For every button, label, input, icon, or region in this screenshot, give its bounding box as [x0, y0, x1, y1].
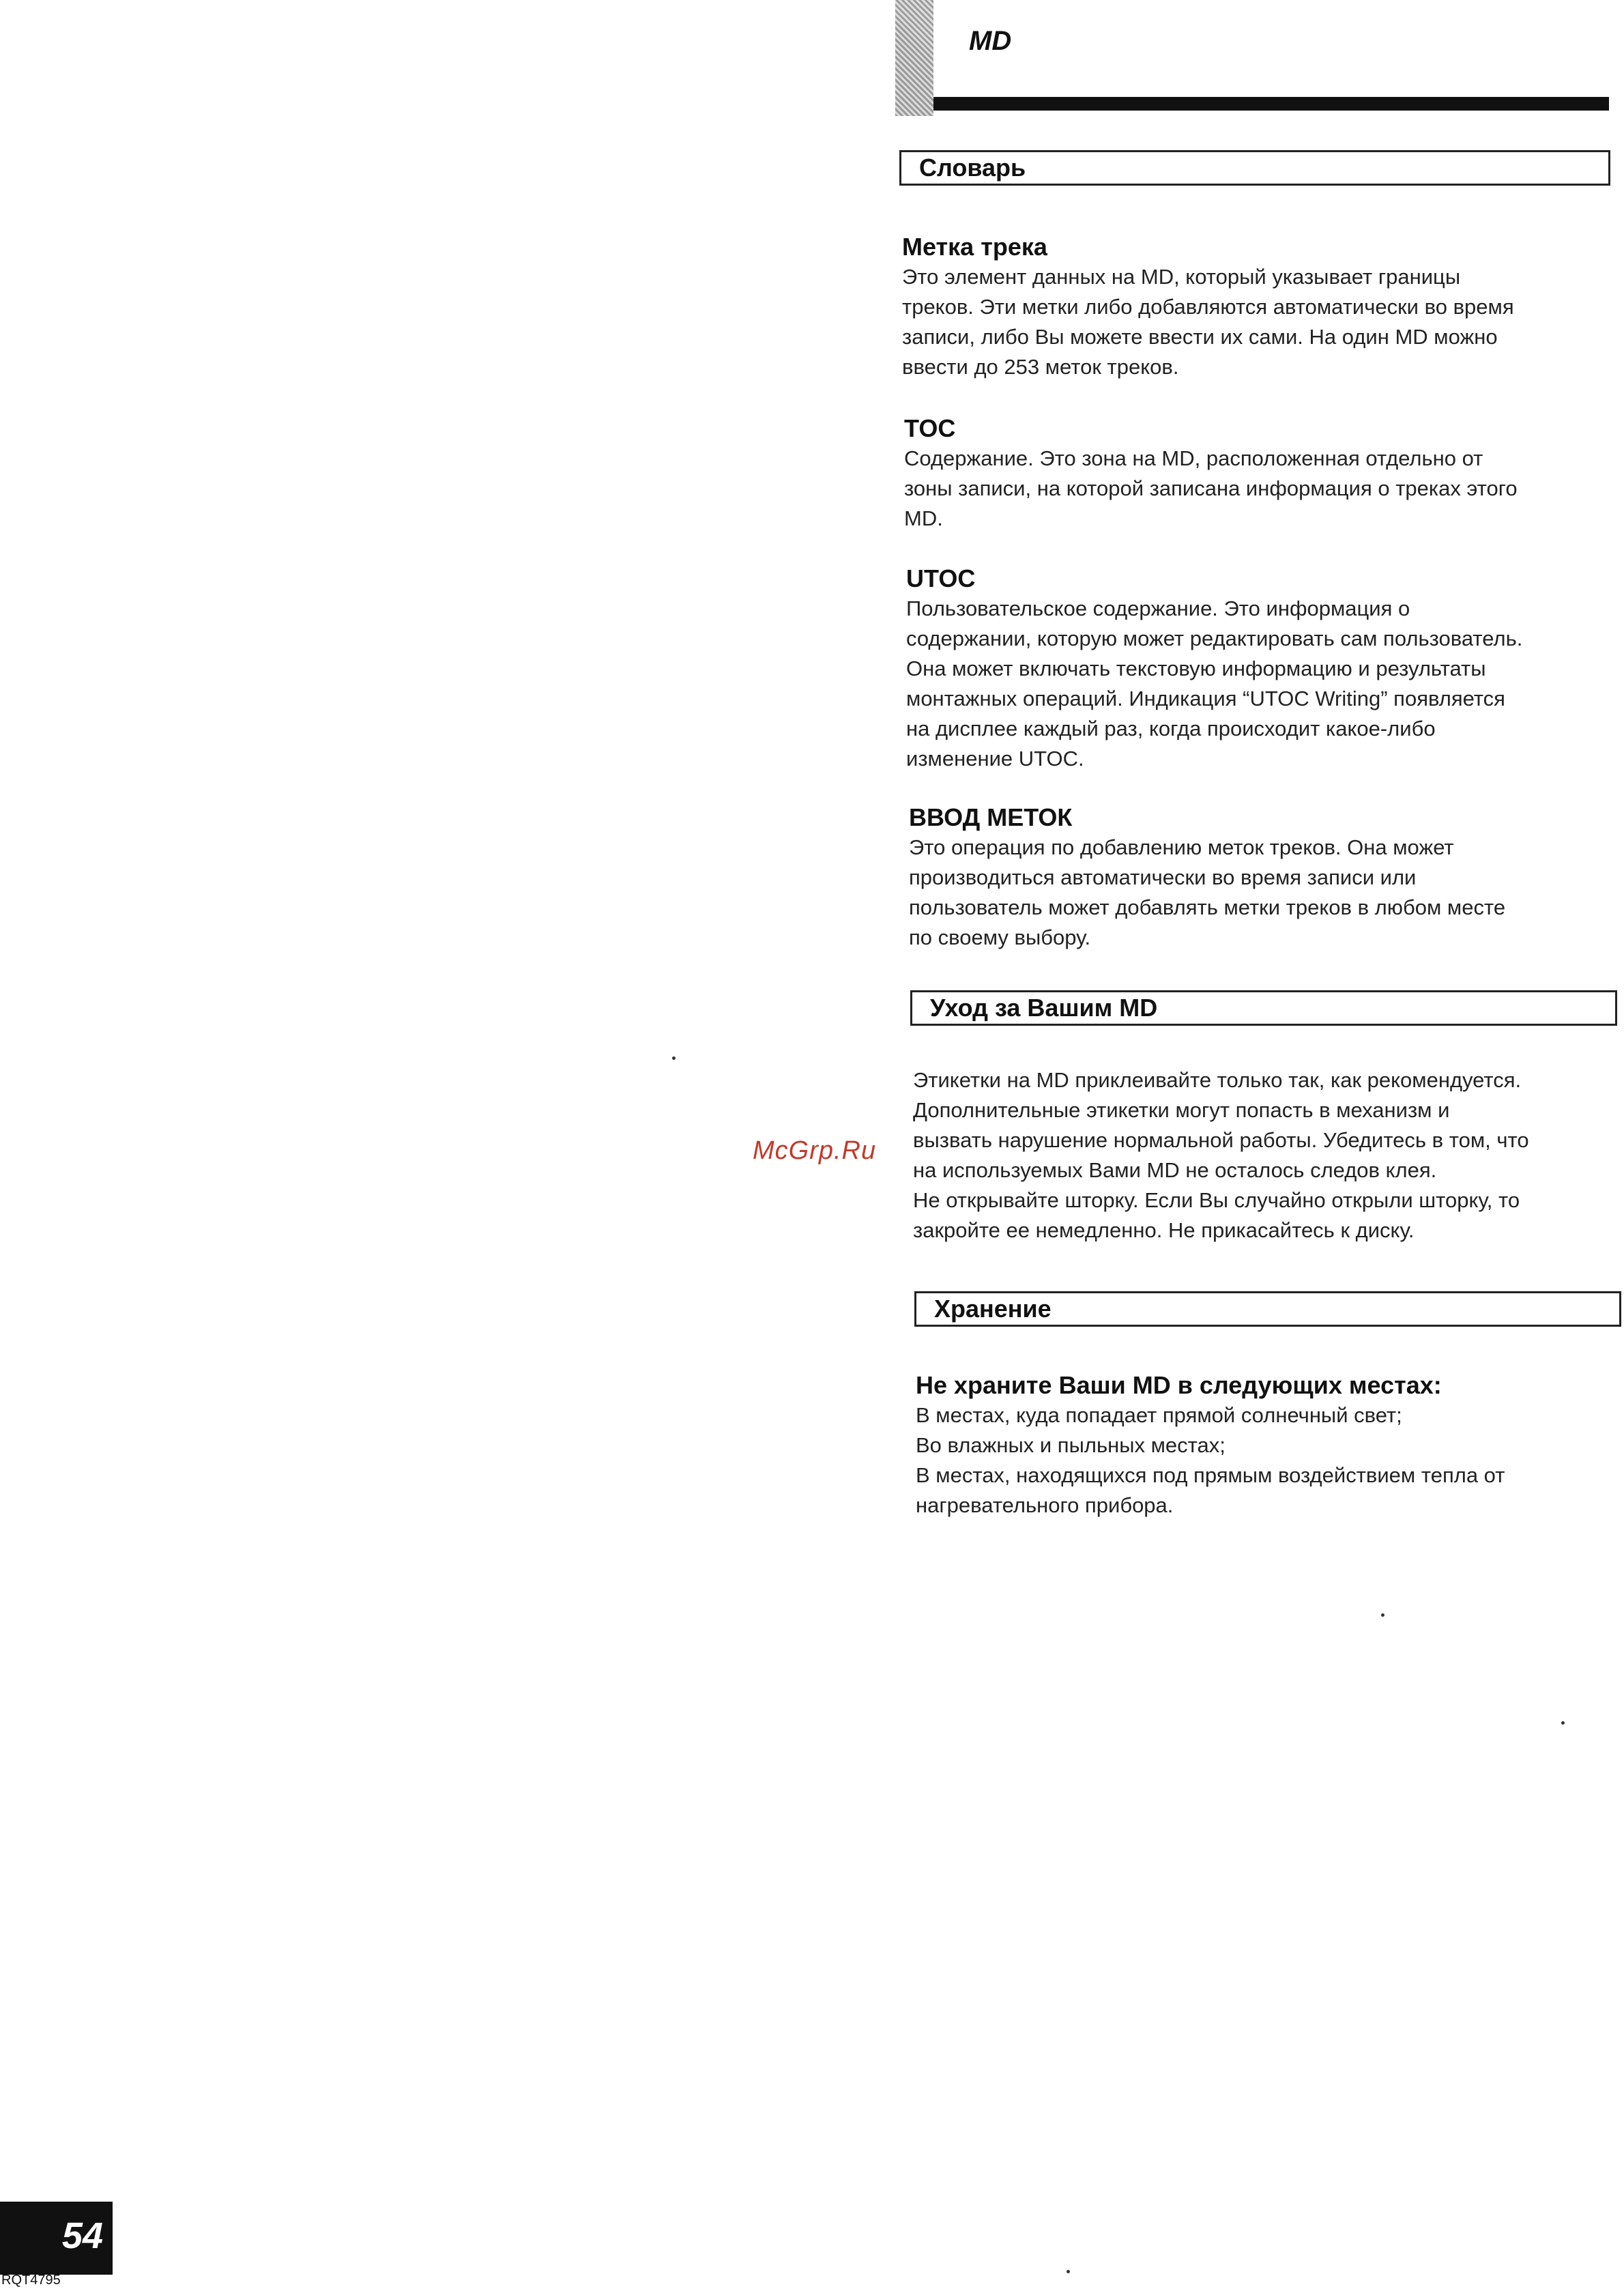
glossary-entry-track-mark [902, 232, 1624, 382]
glossary-entry-utoc [906, 564, 1624, 774]
page-title: MD [969, 26, 1012, 56]
entry-text: Это операция по добавлению меток треков. Она может производиться автоматически во время записи или пользователь может добавлять метки треков в любом месте по своему выбору. [909, 835, 1506, 949]
care-text: Этикетки на MD приклеивайте только так, как рекомендуется. Дополнительные этикетки могут попасть в механизм и вызвать нарушение нормальной работы. Убедитесь в том, что на используемых Вами MD не осталось следов клея. Не открывайте шторку. Если Вы случайно открыли шторку, то закройте ее немедленно. Не прикасайтесь к диску. [913, 1068, 1529, 1242]
document-code: RQT4795 [1, 2273, 61, 2288]
storage-block [916, 1370, 1624, 1521]
storage-text: В местах, куда попадает прямой солнечный свет; Во влажных и пыльных местах; В местах, находящихся под прямым воздействием тепла от нагревательного прибора. [916, 1403, 1505, 1517]
entry-term: UTOC [906, 564, 976, 592]
section-care-heading: Уход за Вашим MD [910, 990, 1617, 1026]
section-storage-heading: Хранение [914, 1291, 1621, 1327]
entry-term: ВВОД МЕТОК [909, 803, 1073, 831]
header-stripe [895, 0, 933, 116]
page-number: 54 [0, 2202, 113, 2275]
scan-speck [672, 1056, 676, 1060]
entry-text: Содержание. Это зона на MD, расположенная отдельно от зоны записи, на которой записана информация о треках этого MD. [904, 446, 1518, 530]
entry-term: TOC [904, 414, 956, 442]
glossary-entry-mark-input [909, 803, 1624, 953]
storage-subheading: Не храните Ваши MD в следующих местах: [916, 1371, 1442, 1399]
scan-speck [1561, 1721, 1565, 1725]
scan-speck [1067, 2270, 1070, 2273]
section-glossary-heading: Словарь [899, 150, 1610, 186]
entry-text: Пользовательское содержание. Это информация о содержании, которую может редактировать сам пользователь. Она может включать текстовую информацию и результаты монтажных операций. Индикация “UTOC Writing” появляется на дисплее каждый раз, когда происходит какое-либо изменение UTOC. [906, 596, 1523, 771]
entry-text: Это элемент данных на MD, который указывает границы треков. Эти метки либо добавляются автоматически во время записи, либо Вы можете ввести их сами. На один MD можно ввести до 253 меток треков. [902, 265, 1514, 379]
header-rule [933, 97, 1609, 111]
watermark: McGrp.Ru [753, 1136, 877, 1165]
glossary-entry-toc [904, 414, 1624, 534]
scan-speck [1381, 1613, 1384, 1617]
entry-term: Метка трека [902, 233, 1047, 261]
